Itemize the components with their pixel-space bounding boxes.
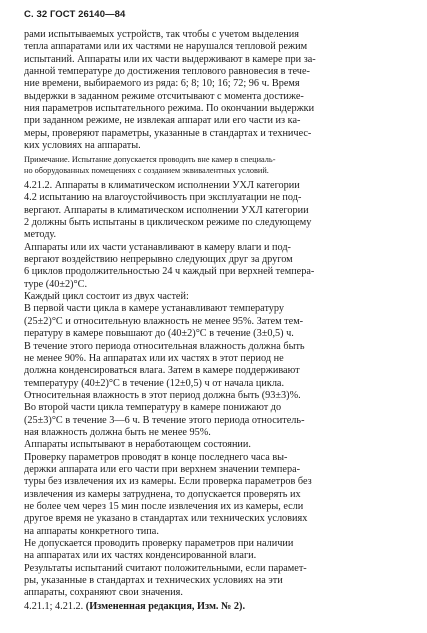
amendment-note: (Измененная редакция, Изм. № 2). bbox=[85, 600, 246, 612]
paragraph-chamber: Аппараты или их части устанавливают в камеру влаги и под- вергают воздействию непрерывно следующих друг за другом 6 циклов продолжительностью 24 ч каждый при верхней темпера- туре (40±2)°С. bbox=[24, 241, 315, 290]
paragraph-cycle-intro: Каждый цикл состоит из двух частей: bbox=[24, 291, 189, 303]
page-header: С. 32 ГОСТ 26140—84 bbox=[24, 9, 126, 20]
paragraph-4-21-2: 4.21.2. Аппараты в климатическом исполнении УХЛ категории 4.2 испытанию на влагоустойчивость при эксплуатации не под- вергают. Аппараты в климатическом исполнении УХЛ категории 2 должны быть испытаны в циклическом режиме по следующему методу. bbox=[24, 180, 312, 241]
note-paragraph: Примечание. Испытание допускается проводить вне камер в специаль- но оборудованных помещениях с созданием эквивалентных условий. bbox=[24, 155, 276, 175]
paragraph-non-operating: Аппараты испытывают в неработающем состоянии. bbox=[24, 439, 251, 451]
paragraph-results: Результаты испытаний считают положительными, если парамет- ры, указанные в стандартах и технических условиях на эти аппараты, сохраняют свои значения. bbox=[24, 562, 307, 599]
paragraph-parameter-check: Проверку параметров проводят в конце последнего часа вы- держки аппарата или его части при верхнем значении темпера- туры без извлечения их из камеры. Если проверка параметров без извлечения из камеры затруднена, то допускается проверять их не более чем через 15 мин после извлечения их из камеры, если другое время не указано в стандартах или технических условиях на аппараты конкретного типа. bbox=[24, 451, 312, 537]
paragraph-cycle-part-one: В первой части цикла в камере устанавливают температуру (25±2)°С и относительную влажность не менее 95%. Затем тем- пературу в камере повышают до (40±2)°С в течение (3±0,5) ч. В течение этого периода относительная влажность должна быть не менее 90%. На аппаратах или их частях в этот период не должна конденсироваться влага. Затем в камере поддерживают температуру (40±2)°С в течение (12±0,5) ч от начала цикла. Относительная влажность в этот период должна быть (93±3)%. bbox=[24, 303, 305, 401]
paragraph-cycle-part-two: Во второй части цикла температуру в камере понижают до (25±3)°С в течение 3—6 ч. В течение этого периода относитель- ная влажность должна быть не менее 95%. bbox=[24, 402, 305, 438]
paragraph-continuation: рами испытываемых устройств, так чтобы с учетом выделения тепла аппаратами или их частями не нарушался тепловой режим испытаний. Аппараты или их части выдерживают в камере при за- данной температуре до достижения теплового равновесия в тече- ние времени, выбираемого из ряда: 6; 8; 10; 16; 72; 96 ч. Время выдержки в заданном режиме отсчитывают с момента достиже- ния параметров испытательного режима. По окончании выдержки при заданном режиме, не извлекая аппарат или его части из ка- меры, проверяют параметры, указанные в стандартах и техничес- ких условиях на аппараты. bbox=[24, 29, 316, 152]
paragraph-condensation: Не допускается проводить проверку параметров при наличии на аппаратах или их частях конденсированной влаги. bbox=[24, 538, 294, 562]
paragraph-amendment bbox=[24, 601, 407, 613]
amendment-clauses: 4.21.1; 4.21.2. bbox=[24, 600, 86, 612]
